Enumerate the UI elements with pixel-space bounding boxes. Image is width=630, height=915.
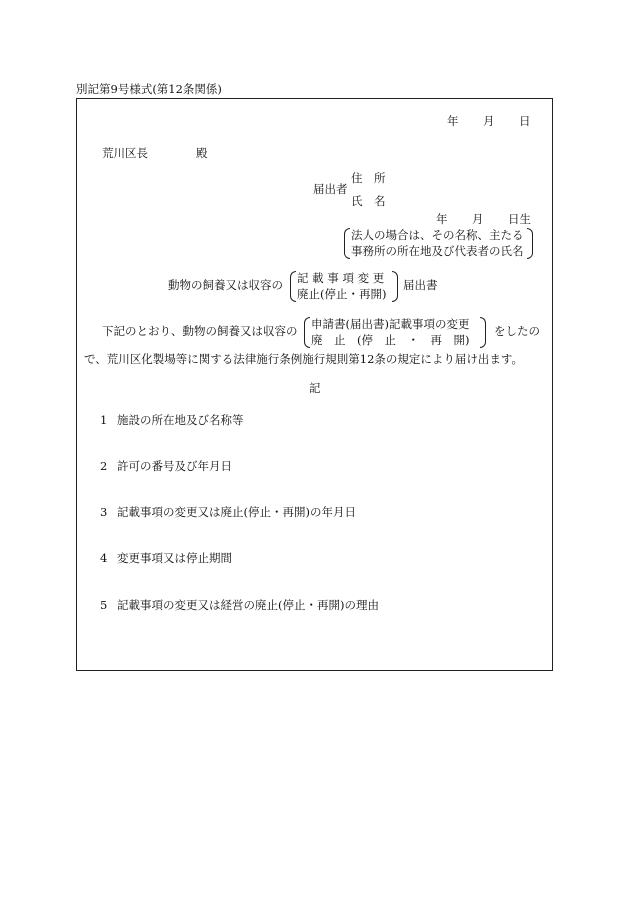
ki-heading: 記 bbox=[309, 381, 321, 395]
body-tail: をしたの bbox=[494, 324, 540, 338]
item-text: 記載事項の変更又は廃止(停止・再開)の年月日 bbox=[117, 505, 356, 519]
body-option-change: 申請書(届出書)記載事項の変更 bbox=[311, 317, 470, 331]
title-suffix: 届出書 bbox=[403, 278, 438, 292]
date-month-label: 月 bbox=[483, 114, 495, 128]
title-bracket-right bbox=[392, 271, 398, 302]
name-label: 氏 名 bbox=[351, 194, 386, 208]
form-number-label: 別記第9号様式(第12条関係) bbox=[76, 82, 222, 96]
item-number: 4 bbox=[100, 551, 108, 565]
item-number: 5 bbox=[100, 598, 108, 612]
birth-month-label: 月 bbox=[472, 212, 484, 226]
corp-note-line1: 法人の場合は、その名称、主たる bbox=[351, 228, 524, 242]
corp-note-bracket-left bbox=[344, 228, 350, 259]
body-lead: 下記のとおり、動物の飼養又は収容の bbox=[102, 324, 298, 338]
corp-note-line2: 事務所の所在地及び代表者の氏名 bbox=[351, 244, 524, 258]
item-text: 許可の番号及び年月日 bbox=[117, 459, 232, 473]
addressee-name: 荒川区長 bbox=[102, 146, 148, 160]
corp-note-bracket-right bbox=[527, 228, 533, 259]
addressee-honorific: 殿 bbox=[196, 146, 208, 160]
title-option-abolish: 廃止(停止・再開) bbox=[297, 287, 387, 301]
title-bracket-left bbox=[290, 271, 296, 302]
item-text: 記載事項の変更又は経営の廃止(停止・再開)の理由 bbox=[117, 598, 379, 612]
date-year-label: 年 bbox=[447, 114, 459, 128]
item-number: 2 bbox=[100, 459, 108, 473]
item-number: 3 bbox=[100, 505, 108, 519]
item-text: 施設の所在地及び名称等 bbox=[117, 413, 244, 427]
body-bracket-left bbox=[304, 317, 310, 348]
title-option-change: 記 載 事 項 変 更 bbox=[297, 271, 385, 285]
birth-suffix-label: 日生 bbox=[508, 212, 531, 226]
title-prefix: 動物の飼養又は収容の bbox=[168, 278, 283, 292]
body-option-abolish: 廃 止 (停 止 ・ 再 開) bbox=[311, 333, 470, 347]
body-bracket-right bbox=[480, 317, 486, 348]
item-text: 変更事項又は停止期間 bbox=[117, 551, 232, 565]
address-label: 住 所 bbox=[351, 171, 386, 185]
birth-year-label: 年 bbox=[436, 212, 448, 226]
item-number: 1 bbox=[100, 413, 108, 427]
date-day-label: 日 bbox=[519, 114, 531, 128]
applicant-label: 届出者 bbox=[313, 182, 348, 196]
body-line2: で、荒川区化製場等に関する法律施行条例施行規則第12条の規定により届け出ます。 bbox=[84, 352, 523, 366]
